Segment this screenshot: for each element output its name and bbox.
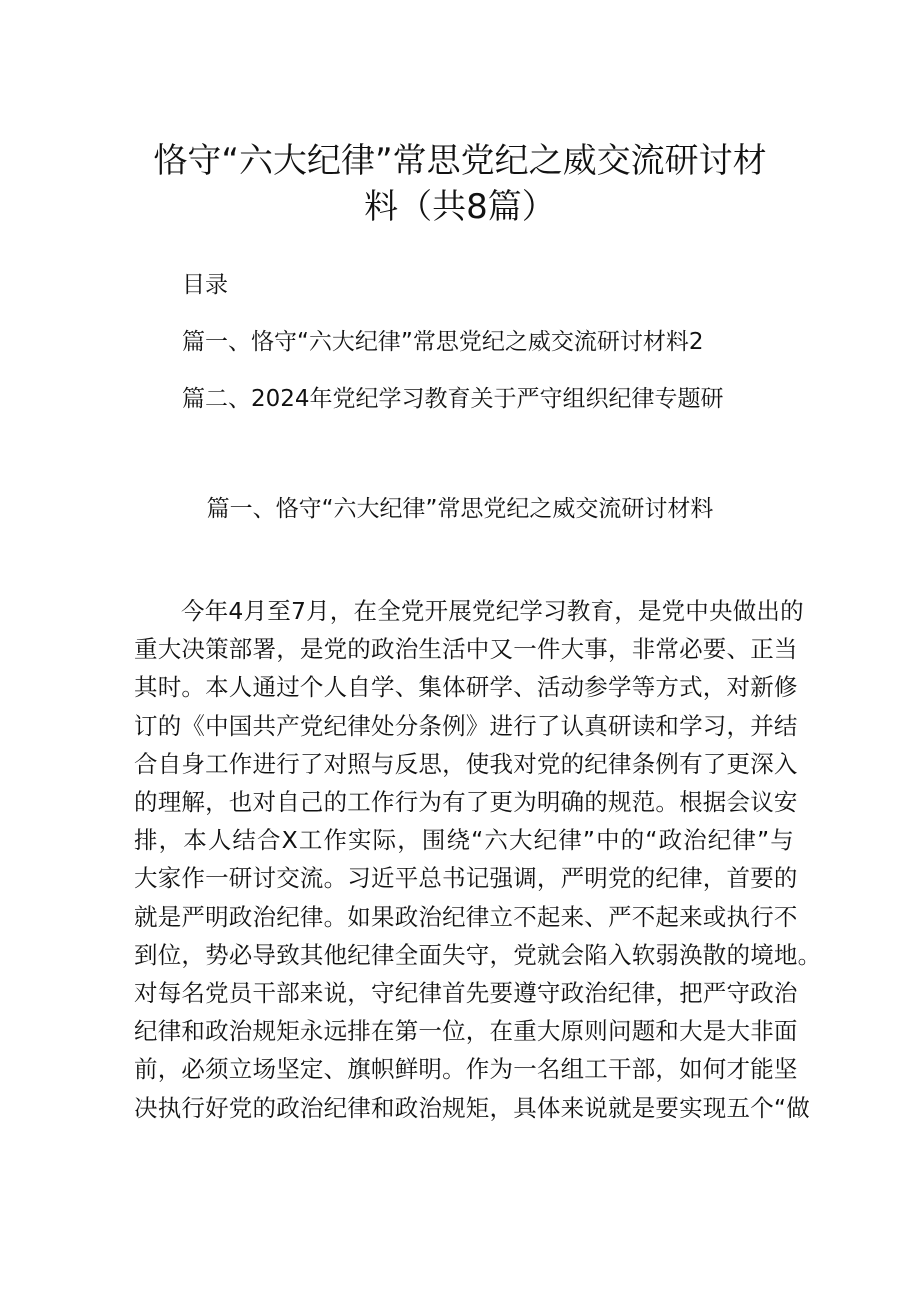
body-line: 就是严明政治纪律。如果政治纪律立不起来、严不起来或执行不: [134, 902, 798, 931]
section-heading: 篇一、恪守“六大纪律”常思党纪之威交流研讨材料: [206, 496, 714, 522]
body-line: 的理解，也对自己的工作行为有了更为明确的规范。根据会议安: [134, 788, 798, 817]
body-line: 大家作一研讨交流。习近平总书记强调，严明党的纪律，首要的: [134, 864, 798, 893]
toc-item-1[interactable]: 篇一、恪守“六大纪律”常思党纪之威交流研讨材料2: [182, 329, 704, 355]
body-line: 排，本人结合X工作实际，围绕“六大纪律”中的“政治纪律”与: [134, 826, 794, 855]
body-line: 订的《中国共产党纪律处分条例》进行了认真研读和学习，并结: [134, 711, 798, 740]
document-title-line-1: 恪守“六大纪律”常思党纪之威交流研讨材: [153, 141, 767, 181]
body-line: 合自身工作进行了对照与反思，使我对党的纪律条例有了更深入: [134, 749, 798, 778]
toc-item-2[interactable]: 篇二、2024年党纪学习教育关于严守组织纪律专题研: [182, 386, 724, 412]
document-title: [120, 138, 800, 230]
body-line: 前，必须立场坚定、旗帜鲜明。作为一名组工干部，如何才能坚: [134, 1055, 798, 1084]
body-line: 重大决策部署，是党的政治生活中又一件大事，非常必要、正当: [134, 635, 798, 664]
body-line: 今年4月至7月，在全党开展党纪学习教育，是党中央做出的: [181, 597, 804, 625]
body-line: 对每名党员干部来说，守纪律首先要遵守政治纪律，把严守政治: [134, 979, 798, 1008]
body-line: 决执行好党的政治纪律和政治规矩，具体来说就是要实现五个“做: [134, 1093, 810, 1122]
document-title-line-2: 料（共8篇）: [364, 187, 556, 227]
toc-heading: 目录: [182, 272, 228, 298]
body-paragraph: [134, 592, 822, 1127]
body-line: 纪律和政治规矩永远排在第一位，在重大原则问题和大是大非面: [134, 1017, 798, 1046]
body-line: 到位，势必导致其他纪律全面失守，党就会陷入软弱涣散的境地。: [134, 940, 822, 969]
body-line: 其时。本人通过个人自学、集体研学、活动参学等方式，对新修: [134, 673, 798, 702]
